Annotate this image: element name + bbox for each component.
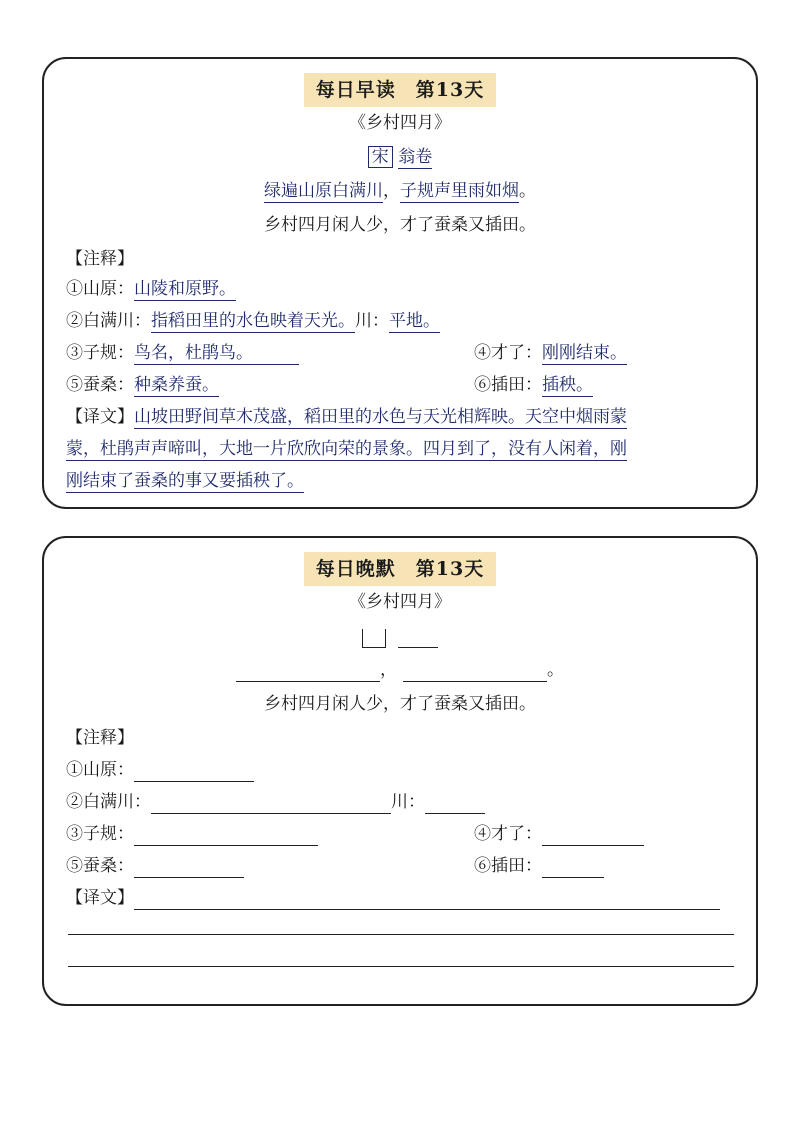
morning-line1-period: 。 [519,181,536,201]
morning-reading-card [42,57,758,509]
morning-notes-header: 【注释】 [66,249,134,269]
note-answer: 插秧。 [542,375,593,395]
evening-title-label: 每日晚默 [315,558,396,580]
morning-note-4 [474,341,627,365]
note-answer: 种桑养蚕。 [134,375,219,395]
note-label: ⑤蚕桑： [66,375,134,395]
morning-poem-title: 《乡村四月》 [349,113,451,133]
note-label: ④才了： [474,343,542,363]
morning-author-row [44,145,756,169]
translation-text: 山坡田野间草木茂盛，稻田里的水色与天光相辉映。天空中烟雨蒙 [134,407,627,427]
line1-first-half-blank[interactable] [236,663,380,682]
morning-note-6 [474,373,593,397]
morning-poem-line-2: 乡村四月闲人少，才了蚕桑又插田。 [264,215,536,235]
evening-note-4 [474,822,644,846]
evening-poem-line-1 [44,658,756,682]
morning-note-3 [66,341,299,365]
evening-title-row [44,552,756,586]
morning-translation-line-3 [66,469,304,493]
evening-line1-period: 。 [547,660,564,680]
note-answer: 刚刚结束。 [542,343,627,363]
translation-label: 【译文】 [66,888,134,908]
morning-dynasty: 宋 [368,146,393,168]
note-label: 川： [355,311,389,331]
note-label: ⑤蚕桑： [66,856,134,876]
note-answer-blank[interactable] [134,827,318,846]
note-answer-blank[interactable] [134,763,254,782]
evening-day-label: 第13天 [415,558,485,580]
note-answer-blank[interactable] [542,827,644,846]
evening-poem-title: 《乡村四月》 [349,592,451,612]
note-label: ③子规： [66,343,134,363]
morning-line1-first-half: 绿遍山原白满川 [264,181,383,201]
morning-title-label: 每日早读 [315,79,396,101]
evening-author-row [44,624,756,648]
translation-text: 刚结束了蚕桑的事又要插秧了。 [66,471,304,491]
translation-rule-2[interactable] [68,934,734,935]
evening-dictation-card [42,536,758,1006]
note-label: ⑥插田： [474,375,542,395]
line1-second-half-blank[interactable] [403,663,547,682]
evening-line1-comma: ， [380,660,397,680]
morning-title-row [44,73,756,107]
morning-title-badge [304,73,496,107]
note-label: ①山原： [66,279,134,299]
morning-note-5 [66,373,219,397]
evening-note-6 [474,854,604,878]
morning-author: 翁卷 [398,147,433,167]
morning-day-label: 第13天 [415,79,485,101]
evening-title-badge [304,552,496,586]
note-label: ⑥插田： [474,856,542,876]
note-answer: 指稻田里的水色映着天光。 [151,311,355,331]
evening-note-2 [66,790,485,814]
morning-note-1 [66,277,236,301]
author-blank[interactable] [398,629,438,648]
morning-note-2 [66,309,440,333]
evening-translation-line-1 [66,886,720,910]
evening-note-5 [66,854,244,878]
translation-label: 【译文】 [66,407,134,427]
translation-rule-3[interactable] [68,966,734,967]
note-label: ①山原： [66,760,134,780]
note-answer-blank[interactable] [134,859,244,878]
note-answer: 鸟名，杜鹃鸟。 [134,343,299,365]
morning-poem-line-1 [44,179,756,203]
evening-notes-header: 【注释】 [66,728,134,748]
morning-translation-line-2 [66,437,627,461]
note-label: ②白满川： [66,792,151,812]
translation-text: 蒙，杜鹃声声啼叫，大地一片欣欣向荣的景象。四月到了，没有人闲着，刚 [66,439,627,459]
note-answer: 平地。 [389,311,440,331]
evening-note-3 [66,822,318,846]
note-label: 川： [391,792,425,812]
note-label: ③子规： [66,824,134,844]
morning-line1-comma: ， [383,181,400,201]
morning-translation-line-1 [66,405,627,429]
note-answer: 山陵和原野。 [134,279,236,299]
note-answer-blank[interactable] [151,795,391,814]
dynasty-blank[interactable] [362,629,386,648]
evening-note-1 [66,758,254,782]
note-answer-blank[interactable] [425,795,485,814]
evening-poem-line-2: 乡村四月闲人少，才了蚕桑又插田。 [264,694,536,714]
note-answer-blank[interactable] [542,859,604,878]
morning-line1-second-half: 子规声里雨如烟 [400,181,519,201]
note-label: ④才了： [474,824,542,844]
note-label: ②白满川： [66,311,151,331]
translation-blank[interactable] [134,891,720,910]
